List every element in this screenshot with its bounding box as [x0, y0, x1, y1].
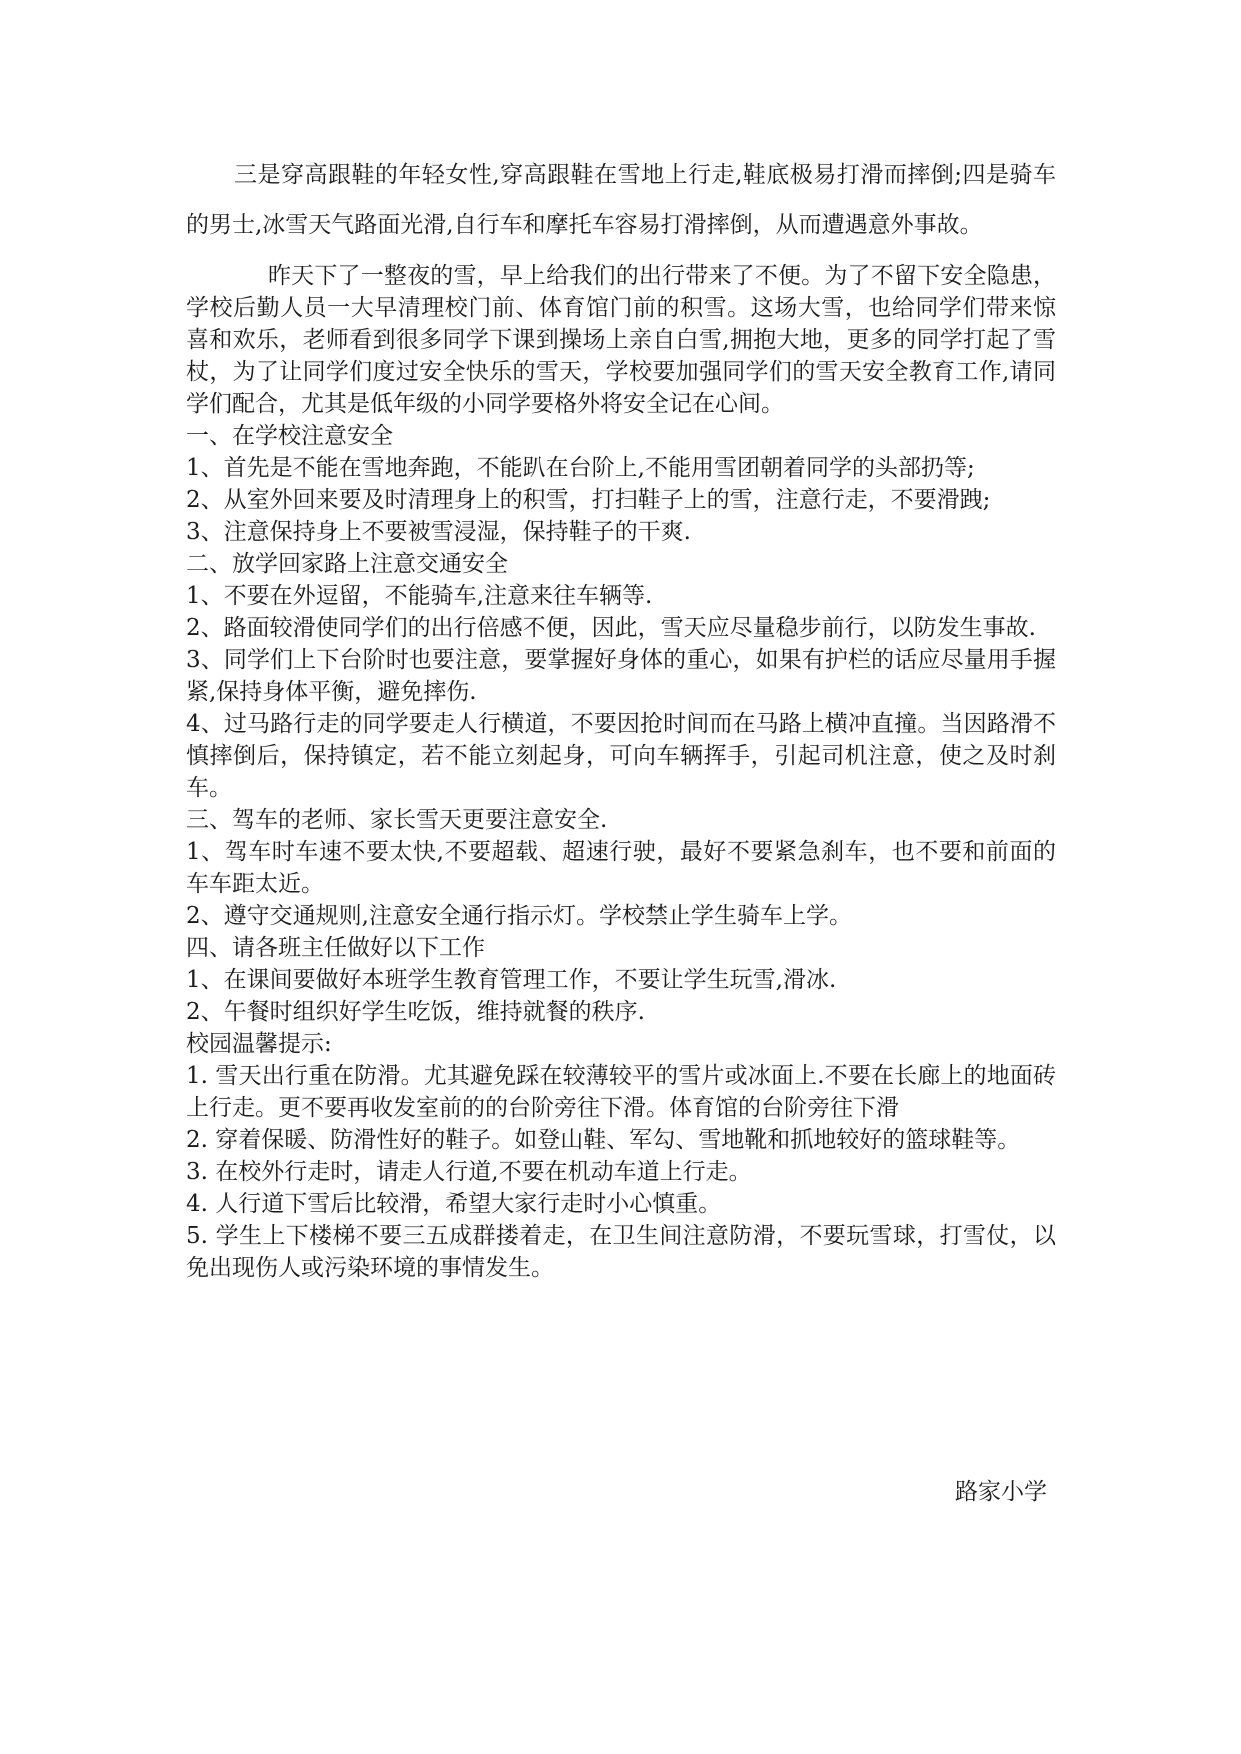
- list-item: 4. 人行道下雪后比较滑，希望大家行走时小心慎重。: [186, 1191, 722, 1217]
- document-body: [186, 150, 1056, 1284]
- list-item: 1、驾车时车速不要太快,不要超载、超速行驶，最好不要紧急刹车，也不要和前面的车车距太近。: [186, 839, 1056, 897]
- list-item: 2、从室外回来要及时清理身上的积雪，打扫鞋子上的雪，注意行走，不要滑跩;: [186, 487, 991, 513]
- list-item: 3. 在校外行走时，请走人行道,不要在机动车道上行走。: [186, 1159, 752, 1185]
- list-item: 2、遵守交通规则,注意安全通行指示灯。学校禁止学生骑车上学。: [186, 903, 852, 929]
- section-heading-school-safety: 一、在学校注意安全: [186, 423, 393, 449]
- list-item: 2、午餐时组织好学生吃饭，维持就餐的秩序.: [186, 999, 645, 1025]
- list-item: 4、过马路行走的同学要走人行横道，不要因抢时间而在马路上横冲直撞。当因路滑不慎摔倒后，保持镇定，若不能立刻起身，可向车辆挥手，引起司机注意，使之及时刹车。: [186, 711, 1056, 801]
- list-item: 1、在课间要做好本班学生教育管理工作，不要让学生玩雪,滑冰.: [186, 967, 837, 993]
- list-item: 3、同学们上下台阶时也要注意，要掌握好身体的重心，如果有护栏的话应尽量用手握紧,保持身体平衡，避免摔伤.: [186, 647, 1056, 705]
- list-item: 1. 雪天出行重在防滑。尤其避免踩在较薄较平的雪片或冰面上.不要在长廊上的地面砖上行走。更不要再收发室前的的台阶旁往下滑。体育馆的台阶旁往下滑: [186, 1063, 1056, 1121]
- list-item: 2、路面较滑使同学们的出行倍感不便，因此，雪天应尽量稳步前行，以防发生事故.: [186, 615, 1036, 641]
- list-item: 3、注意保持身上不要被雪浸湿，保持鞋子的干爽.: [186, 519, 691, 545]
- list-item: 1、首先是不能在雪地奔跑，不能趴在台阶上,不能用雪团朝着同学的头部扔等;: [186, 455, 975, 481]
- main-paragraph: 昨天下了一整夜的雪，早上给我们的出行带来了不便。为了不留下安全隐患，学校后勤人员一大早清理校门前、体育馆门前的积雪。这场大雪，也给同学们带来惊喜和欢乐，老师看到很多同学下课到操场上亲自白雪,拥抱大地，更多的同学打起了雪杖，为了让同学们度过安全快乐的雪天，学校要加强同学们的雪天安全教育工作,请同学们配合，尤其是低年级的小同学要格外将安全记在心间。: [186, 263, 1056, 417]
- list-item: 1、不要在外逗留，不能骑车,注意来往车辆等.: [186, 583, 653, 609]
- section-heading-traffic-safety: 二、放学回家路上注意交通安全: [186, 551, 508, 577]
- section-heading-campus-tips: 校园温馨提示:: [186, 1031, 332, 1057]
- list-item: 5. 学生上下楼梯不要三五成群搂着走，在卫生间注意防滑，不要玩雪球，打雪仗，以免出现伤人或污染环境的事情发生。: [186, 1223, 1056, 1281]
- list-item: 2. 穿着保暖、防滑性好的鞋子。如登山鞋、军勾、雪地靴和抓地较好的篮球鞋等。: [186, 1127, 1021, 1153]
- section-heading-driving-safety: 三、驾车的老师、家长雪天更要注意安全.: [186, 807, 608, 833]
- section-heading-teacher-duties: 四、请各班主任做好以下工作: [186, 935, 485, 961]
- intro-paragraph: 三是穿高跟鞋的年轻女性,穿高跟鞋在雪地上行走,鞋底极易打滑而摔倒;四是骑车的男士,冰雪天气路面光滑,自行车和摩托车容易打滑摔倒，从而遭遇意外事故。: [186, 162, 1056, 238]
- signature-school-name: 路家小学: [955, 1479, 1047, 1505]
